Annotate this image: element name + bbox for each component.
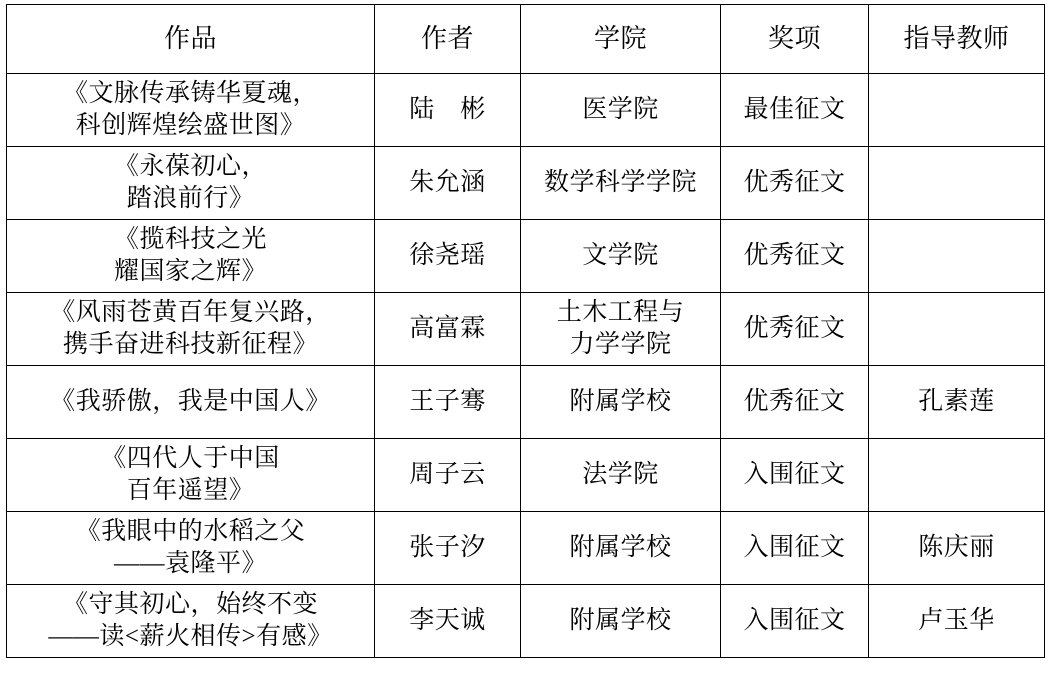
cell-school bbox=[521, 512, 721, 585]
cell-title bbox=[7, 293, 375, 366]
table-row bbox=[7, 366, 1045, 439]
author-name: 周子云 bbox=[409, 461, 486, 488]
title-line: 《守其初心，始终不变 bbox=[62, 591, 318, 618]
cell-prize bbox=[721, 366, 869, 439]
school-line: 附属学校 bbox=[569, 534, 672, 561]
cell-title bbox=[7, 220, 375, 293]
cell-author bbox=[375, 293, 521, 366]
title-line: 踏浪前行》 bbox=[126, 185, 255, 212]
title-line: 携手奋进科技新征程》 bbox=[62, 331, 318, 358]
table-row bbox=[7, 512, 1045, 585]
author-name: 王子骞 bbox=[409, 388, 486, 415]
prize-label: 优秀征文 bbox=[743, 388, 846, 415]
cell-author bbox=[375, 512, 521, 585]
table-row bbox=[7, 439, 1045, 512]
cell-author bbox=[375, 74, 521, 147]
cell-prize bbox=[721, 585, 869, 658]
author-name: 高富霖 bbox=[409, 315, 486, 342]
mentor-name: 卢玉华 bbox=[918, 607, 995, 634]
column-header-title: 作品 bbox=[7, 5, 375, 74]
author-name: 李天诚 bbox=[409, 607, 486, 634]
author-name: 张子汐 bbox=[409, 534, 486, 561]
cell-mentor bbox=[869, 439, 1045, 512]
column-header-school: 学院 bbox=[521, 5, 721, 74]
prize-label: 优秀征文 bbox=[743, 242, 846, 269]
cell-title bbox=[7, 366, 375, 439]
school-line: 医学院 bbox=[582, 96, 659, 123]
school-line: 附属学校 bbox=[569, 388, 672, 415]
cell-title bbox=[7, 147, 375, 220]
school-line: 附属学校 bbox=[569, 607, 672, 634]
table-row bbox=[7, 585, 1045, 658]
title-line: 《我骄傲，我是中国人》 bbox=[50, 388, 331, 415]
cell-prize bbox=[721, 147, 869, 220]
cell-mentor bbox=[869, 147, 1045, 220]
prize-label: 入围征文 bbox=[743, 534, 846, 561]
school-line: 文学院 bbox=[582, 242, 659, 269]
cell-school bbox=[521, 147, 721, 220]
cell-prize bbox=[721, 220, 869, 293]
prize-label: 优秀征文 bbox=[743, 169, 846, 196]
title-line: 《文脉传承铸华夏魂， bbox=[62, 80, 318, 107]
column-header-prize: 奖项 bbox=[721, 5, 869, 74]
title-line: ——袁隆平》 bbox=[113, 550, 267, 577]
mentor-name: 陈庆丽 bbox=[918, 534, 995, 561]
prize-label: 入围征文 bbox=[743, 461, 846, 488]
award-table bbox=[6, 4, 1045, 658]
cell-prize bbox=[721, 74, 869, 147]
cell-mentor bbox=[869, 512, 1045, 585]
cell-school bbox=[521, 366, 721, 439]
cell-prize bbox=[721, 439, 869, 512]
cell-author bbox=[375, 220, 521, 293]
cell-mentor bbox=[869, 293, 1045, 366]
table-row bbox=[7, 74, 1045, 147]
cell-mentor bbox=[869, 366, 1045, 439]
cell-author bbox=[375, 366, 521, 439]
column-header-author: 作者 bbox=[375, 5, 521, 74]
table-header-row bbox=[7, 5, 1045, 74]
cell-mentor bbox=[869, 585, 1045, 658]
title-line: 百年遥望》 bbox=[126, 477, 255, 504]
table-row bbox=[7, 220, 1045, 293]
table-row bbox=[7, 147, 1045, 220]
table-row bbox=[7, 293, 1045, 366]
mentor-name: 孔素莲 bbox=[918, 388, 995, 415]
cell-title bbox=[7, 585, 375, 658]
title-line: 《风雨苍黄百年复兴路， bbox=[50, 299, 331, 326]
title-line: ——读<薪火相传>有感》 bbox=[48, 623, 333, 650]
school-line: 数学科学学院 bbox=[543, 169, 697, 196]
prize-label: 优秀征文 bbox=[743, 315, 846, 342]
prize-label: 最佳征文 bbox=[743, 96, 846, 123]
prize-label: 入围征文 bbox=[743, 607, 846, 634]
author-name: 朱允涵 bbox=[409, 169, 486, 196]
cell-title bbox=[7, 439, 375, 512]
cell-school bbox=[521, 74, 721, 147]
cell-author bbox=[375, 439, 521, 512]
school-line: 土木工程与 bbox=[556, 299, 685, 326]
author-name: 徐尧瑶 bbox=[409, 242, 486, 269]
title-line: 《揽科技之光 bbox=[113, 226, 267, 253]
school-line: 法学院 bbox=[582, 461, 659, 488]
cell-school bbox=[521, 585, 721, 658]
author-name: 陆 彬 bbox=[409, 96, 486, 123]
cell-title bbox=[7, 74, 375, 147]
cell-prize bbox=[721, 512, 869, 585]
cell-author bbox=[375, 147, 521, 220]
title-line: 《四代人于中国 bbox=[101, 445, 280, 472]
cell-school bbox=[521, 439, 721, 512]
cell-mentor bbox=[869, 74, 1045, 147]
cell-school bbox=[521, 293, 721, 366]
cell-mentor bbox=[869, 220, 1045, 293]
title-line: 《我眼中的水稻之父 bbox=[75, 518, 306, 545]
school-line: 力学学院 bbox=[569, 331, 672, 358]
title-line: 科创辉煌绘盛世图》 bbox=[75, 112, 306, 139]
title-line: 《永葆初心， bbox=[113, 153, 267, 180]
cell-author bbox=[375, 585, 521, 658]
title-line: 耀国家之辉》 bbox=[113, 258, 267, 285]
cell-title bbox=[7, 512, 375, 585]
column-header-mentor: 指导教师 bbox=[869, 5, 1045, 74]
cell-prize bbox=[721, 293, 869, 366]
cell-school bbox=[521, 220, 721, 293]
